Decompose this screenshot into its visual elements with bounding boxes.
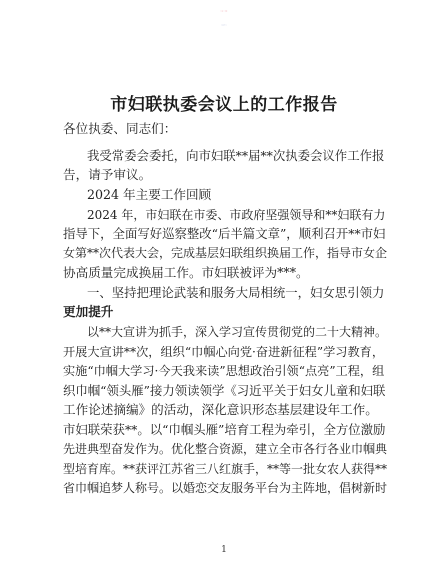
subsection-heading-cont: 更加提升: [63, 304, 114, 319]
promo-notice-line-2: [0, 20, 448, 30]
body-line: 开展大宣讲**次，组织“巾帼心向党·奋进新征程”学习教育，: [63, 345, 385, 359]
body-line: 省巾帼追梦人称号。以婚恋交友服务平台为主阵地，倡树新时: [63, 481, 388, 495]
document-title: 市妇联执委会议上的工作报告: [110, 95, 338, 115]
salutation: 各位执委、同志们：: [63, 121, 177, 136]
section-heading: 2024 年主要工作回顾: [87, 187, 212, 202]
body-line: 指导下，全面写好巡察整改“后半篇文章”，顺利召开**市妇: [63, 226, 386, 241]
page-number: 1: [221, 545, 227, 555]
body-line: 先进典型奋发作为。优化整合资源，建立全市各行各业巾帼典: [63, 442, 388, 456]
body-line: 女第**次代表大会，完成基层妇联组织换届工作，指导市女企: [63, 246, 388, 260]
body-line: 2024 年，市妇联在市委、市政府坚强领导和**妇联有力: [87, 208, 386, 222]
body-line: 市妇联荣获**。以“巾帼头雁”培育工程为牵引，全方位激励: [63, 422, 386, 437]
body-line: 实施“巾帼大学习·今天我来读”思想政治引领“点亮”工程，组: [63, 364, 385, 378]
body-line: 协高质量完成换届工作。市妇联被评为***。: [63, 265, 309, 280]
body-line: 工作论述摘编》的活动，深化意识形态基层建设年工作。: [63, 402, 378, 417]
body-line: 型培育库。**获评江苏省三八红旗手，**等一批女农人获得**: [63, 462, 388, 476]
promo-notice-line-1: [0, 6, 448, 16]
body-line: 告，请予审议。: [63, 167, 152, 182]
body-line: 织巾帼“领头雁”接力领读领学《习近平关于妇女儿童和妇联: [63, 383, 386, 398]
body-line: 以**大宣讲为抓手，深入学习宣传贯彻党的二十大精神。: [87, 325, 388, 339]
body-line: 我受常委会委托，向市妇联**届**次执委会议作工作报: [87, 148, 385, 163]
subsection-heading: 一、坚持把理论武装和服务大局相统一，妇女思引领力: [87, 285, 385, 300]
